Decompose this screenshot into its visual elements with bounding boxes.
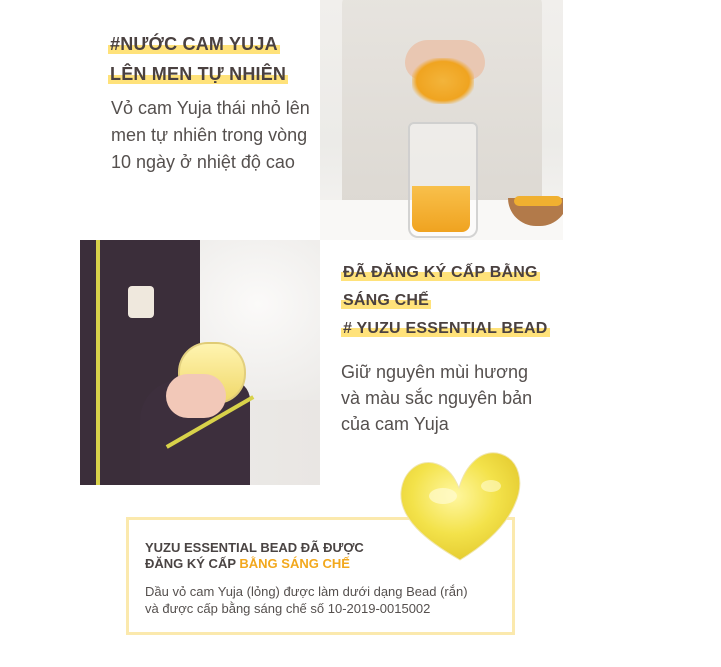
section2-heading-line3: # YUZU ESSENTIAL BEAD <box>343 320 548 337</box>
section1-heading-line1: #NƯỚC CAM YUJA <box>110 34 278 54</box>
yuja-peel-jar-photo <box>320 0 563 240</box>
patent-box-title-prefix: ĐĂNG KÝ CẤP <box>145 556 240 571</box>
patent-box-body-line1: Dầu vỏ cam Yuja (lỏng) được làm dưới dạng Bead (rắn) <box>145 584 468 599</box>
section1-heading-line2: LÊN MEN TỰ NHIÊN <box>110 64 287 84</box>
section2-heading-line2: SÁNG CHẾ <box>343 292 430 309</box>
section2-heading <box>341 264 581 338</box>
section1-body-line2: men tự nhiên trong vòng <box>111 125 308 145</box>
section2-body-line3: của cam Yuja <box>341 414 449 434</box>
patent-box-title-line1: YUZU ESSENTIAL BEAD ĐÃ ĐƯỢC <box>145 540 364 555</box>
section1-body-line3: 10 ngày ở nhiệt độ cao <box>111 152 295 172</box>
section2-body-line1: Giữ nguyên mùi hương <box>341 362 528 382</box>
patent-box-body-line2: và được cấp bằng sáng chế số 10-2019-0015002 <box>145 601 431 616</box>
section1-body <box>111 95 316 176</box>
section2-body <box>341 359 561 437</box>
section1-heading <box>108 34 318 85</box>
cream-jar-photo <box>80 240 320 485</box>
section2-heading-line1: ĐÃ ĐĂNG KÝ CẤP BẰNG <box>343 264 538 281</box>
yellow-heart-cream-image <box>395 448 525 568</box>
section2-body-line2: và màu sắc nguyên bản <box>341 388 533 408</box>
section1-body-line1: Vỏ cam Yuja thái nhỏ lên <box>111 98 310 118</box>
patent-box-title-accent: BẰNG SÁNG CHẾ <box>239 556 350 571</box>
